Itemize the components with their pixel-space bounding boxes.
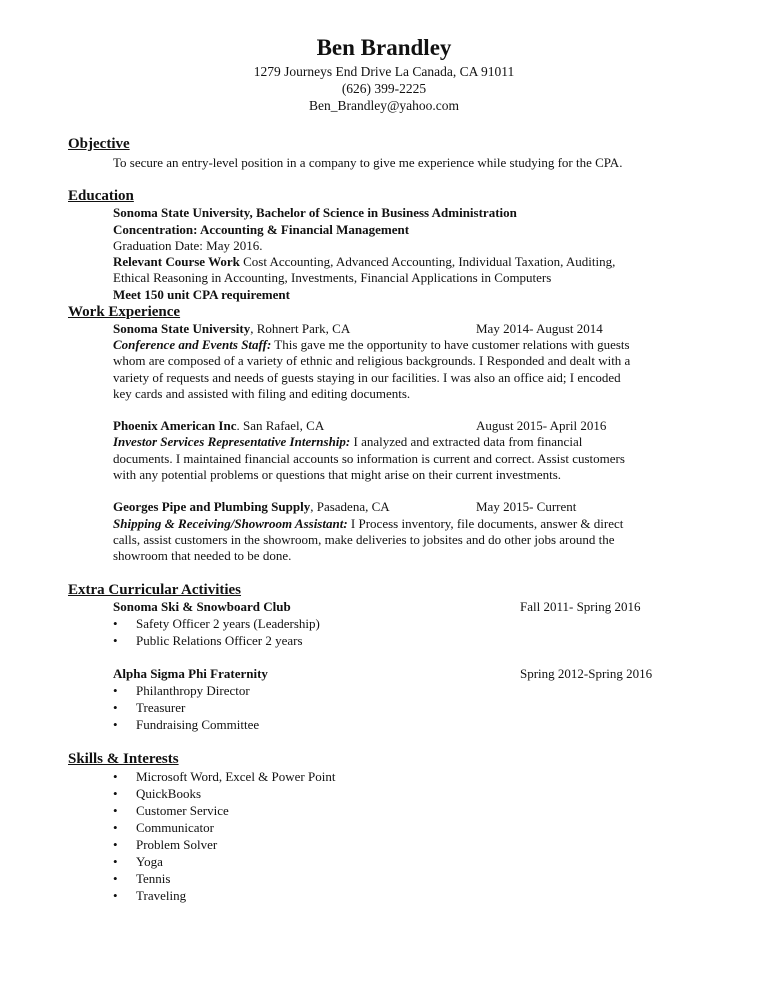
- list-item: [113, 871, 170, 888]
- bullet-icon: •: [113, 633, 118, 648]
- bullet-icon: •: [113, 700, 118, 715]
- bullet-icon: •: [113, 683, 118, 698]
- education-graduation: Graduation Date: May 2016.: [113, 238, 263, 253]
- bullet-icon: •: [113, 616, 118, 631]
- job-3-location: , Pasadena, CA: [310, 499, 390, 514]
- job-2-employer: Phoenix American Inc: [113, 418, 237, 433]
- job-2-location: . San Rafael, CA: [236, 418, 325, 433]
- bullet-icon: •: [113, 854, 118, 869]
- job-2-desc-3: with any potential problems or questions that might arise on their current investments.: [113, 467, 562, 482]
- list-item: [113, 888, 186, 905]
- job-3-employer: Georges Pipe and Plumbing Supply: [113, 499, 311, 514]
- job-1-desc-4: key cards and assisted with filing and editing documents.: [113, 386, 411, 401]
- objective-text: To secure an entry-level position in a company to give me experience while studying for the CPA.: [113, 155, 623, 170]
- list-item: [113, 837, 217, 854]
- list-item: [113, 683, 250, 700]
- list-item: [113, 700, 185, 717]
- job-1-role: Conference and Events Staff:: [113, 337, 272, 352]
- coursework-label: Relevant Course Work: [113, 254, 240, 269]
- list-item: [113, 854, 163, 871]
- list-item-text: Fundraising Committee: [136, 717, 260, 732]
- job-1-role-line: [113, 337, 630, 354]
- bullet-icon: •: [113, 888, 118, 903]
- activity-1-dates: Fall 2011- Spring 2016: [520, 599, 641, 614]
- job-2-role: Investor Services Representative Internship:: [113, 434, 351, 449]
- job-3-role-line: [113, 516, 623, 533]
- list-item: [113, 616, 320, 633]
- education-coursework-line2: Ethical Reasoning in Accounting, Investments, Financial Applications in Computers: [113, 270, 552, 285]
- job-2-desc-1: I analyzed and extracted data from financial: [350, 434, 583, 449]
- list-item: [113, 820, 214, 837]
- job-1-title-line: [113, 321, 350, 338]
- job-1-desc-3: variety of requests and needs of guests staying in our facilities. I was also an office aid; I encoded: [113, 370, 621, 385]
- list-item: [113, 769, 335, 786]
- job-3-title-line: [113, 499, 390, 516]
- job-3-desc-2: calls, assist customers in the showroom, make deliveries to jobsites and do other jobs around the: [113, 532, 615, 547]
- bullet-icon: •: [113, 717, 118, 732]
- list-item: [113, 633, 303, 650]
- education-school-degree: Sonoma State University, Bachelor of Science in Business Administration: [113, 205, 517, 220]
- bullet-icon: •: [113, 786, 118, 801]
- bullet-icon: •: [113, 871, 118, 886]
- education-heading: Education: [68, 188, 134, 204]
- activity-2-dates: Spring 2012-Spring 2016: [520, 666, 653, 681]
- bullet-icon: •: [113, 769, 118, 784]
- coursework-text-1: Cost Accounting, Advanced Accounting, Individual Taxation, Auditing,: [239, 254, 616, 269]
- job-2-dates: August 2015- April 2016: [476, 418, 607, 433]
- bullet-icon: •: [113, 820, 118, 835]
- bullet-icon: •: [113, 837, 118, 852]
- job-1-desc-2: whom are composed of a variety of ethnic and religious backgrounds. I Responded and dealt with a: [113, 353, 631, 368]
- job-1-employer: Sonoma State University: [113, 321, 251, 336]
- job-3-desc-3: showroom that needed to be done.: [113, 548, 292, 563]
- job-2-desc-2: documents. I maintained financial accounts so information is current and correct. Assist customers: [113, 451, 625, 466]
- job-1-dates: May 2014- August 2014: [476, 321, 603, 336]
- activities-heading: Extra Curricular Activities: [68, 582, 242, 598]
- skill-text: Customer Service: [136, 803, 229, 818]
- list-item: [113, 717, 259, 734]
- skill-text: Yoga: [136, 854, 163, 869]
- objective-heading: Objective: [68, 136, 130, 152]
- education-cpa: Meet 150 unit CPA requirement: [113, 287, 290, 302]
- skill-text: Problem Solver: [136, 837, 218, 852]
- skill-text: Traveling: [136, 888, 187, 903]
- skill-text: QuickBooks: [136, 786, 201, 801]
- list-item-text: Public Relations Officer 2 years: [136, 633, 303, 648]
- skill-text: Microsoft Word, Excel & Power Point: [136, 769, 336, 784]
- job-1-location: , Rohnert Park, CA: [250, 321, 351, 336]
- skills-heading: Skills & Interests: [68, 751, 179, 767]
- address-line: 1279 Journeys End Drive La Canada, CA 91011: [253, 64, 515, 79]
- list-item-text: Philanthropy Director: [136, 683, 250, 698]
- job-2-title-line: [113, 418, 324, 435]
- skill-text: Communicator: [136, 820, 214, 835]
- job-1-desc-1: This gave me the opportunity to have customer relations with guests: [271, 337, 630, 352]
- candidate-name: Ben Brandley: [316, 35, 452, 60]
- email-address: Ben_Brandley@yahoo.com: [308, 98, 460, 113]
- job-3-role: Shipping & Receiving/Showroom Assistant:: [113, 516, 348, 531]
- list-item: [113, 786, 201, 803]
- job-3-dates: May 2015- Current: [476, 499, 577, 514]
- job-2-role-line: [113, 434, 582, 451]
- phone-number: (626) 399-2225: [341, 81, 427, 96]
- bullet-icon: •: [113, 803, 118, 818]
- work-heading: Work Experience: [68, 304, 181, 320]
- skill-text: Tennis: [136, 871, 171, 886]
- job-3-desc-1: I Process inventory, file documents, answer & direct: [347, 516, 624, 531]
- list-item-text: Safety Officer 2 years (Leadership): [136, 616, 320, 631]
- activity-2-name: Alpha Sigma Phi Fraternity: [113, 666, 268, 681]
- list-item-text: Treasurer: [136, 700, 186, 715]
- education-coursework-line1: [113, 254, 615, 271]
- activity-1-name: Sonoma Ski & Snowboard Club: [113, 599, 291, 614]
- list-item: [113, 803, 229, 820]
- education-concentration: Concentration: Accounting & Financial Management: [113, 222, 410, 237]
